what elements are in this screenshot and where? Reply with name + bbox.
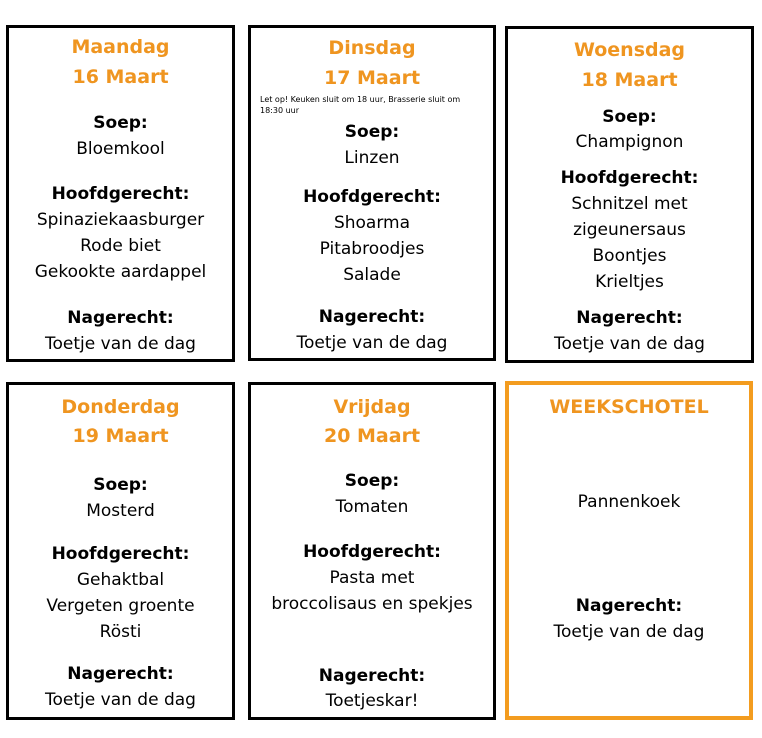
menu-card-woensdag [505, 26, 754, 363]
dessert-label: Nagerecht: [67, 308, 174, 328]
day-date: 16 Maart [72, 66, 169, 88]
main-item: Shoarma [333, 213, 411, 233]
day-name: Maandag [71, 36, 170, 58]
dessert-value: Toetje van de dag [45, 690, 196, 710]
main-item: Krieltjes [595, 272, 664, 292]
soup-label: Soep: [93, 475, 148, 495]
dessert-value: Toetjeskar! [325, 691, 419, 711]
menu-card-dinsdag [248, 25, 496, 361]
main-item: Salade [343, 265, 401, 285]
soup-value: Bloemkool [76, 139, 165, 159]
main-label: Hoofdgerecht: [303, 187, 441, 207]
day-name: Vrijdag [333, 396, 411, 418]
main-item: Spinaziekaasburger [36, 210, 205, 230]
dessert-label: Nagerecht: [67, 664, 174, 684]
soup-label: Soep: [602, 107, 657, 127]
dessert-label: Nagerecht: [576, 308, 683, 328]
soup-value: Linzen [344, 148, 400, 168]
main-label: Hoofdgerecht: [560, 168, 699, 188]
dessert-label: Nagerecht: [575, 596, 683, 616]
main-item: Gehaktbal [76, 570, 165, 590]
day-date: 17 Maart [323, 67, 421, 89]
soup-label: Soep: [344, 122, 400, 142]
dessert-value: Toetje van de dag [554, 334, 705, 354]
day-date: 19 Maart [72, 425, 169, 447]
day-date: 20 Maart [323, 425, 421, 447]
day-name: Donderdag [61, 396, 180, 418]
main-item: Pitabroodjes [319, 239, 425, 259]
dessert-value: Toetje van de dag [296, 333, 448, 353]
soup-value: Mosterd [86, 501, 155, 521]
main-label: Hoofdgerecht: [303, 542, 441, 562]
day-date: 18 Maart [581, 69, 678, 91]
main-item: Schnitzel met [571, 194, 688, 214]
day-name: Woensdag [573, 39, 686, 61]
weekschotel-dish: Pannenkoek [577, 492, 681, 512]
main-item: Vergeten groente [46, 596, 195, 616]
main-item: broccolisaus en spekjes [271, 594, 473, 614]
soup-label: Soep: [93, 113, 148, 133]
main-label: Hoofdgerecht: [51, 184, 190, 204]
dessert-label: Nagerecht: [318, 666, 426, 686]
closing-note: Let op! Keuken sluit om 18 uur, Brasserie sluit om 18:30 uur [260, 95, 461, 115]
main-item: Gekookte aardappel [34, 262, 207, 282]
soup-value: Tomaten [335, 497, 409, 517]
menu-card-vrijdag [248, 382, 496, 720]
dessert-value: Toetje van de dag [45, 334, 196, 354]
soup-label: Soep: [344, 471, 400, 491]
weekschotel-title: WEEKSCHOTEL [549, 396, 709, 418]
main-item: zigeunersaus [573, 220, 686, 240]
weekschotel-card [505, 381, 753, 720]
day-name: Dinsdag [328, 37, 416, 59]
main-item: Pasta met [329, 568, 415, 588]
main-item: Boontjes [592, 246, 667, 266]
dessert-value: Toetje van de dag [553, 622, 705, 642]
soup-value: Champignon [575, 132, 684, 152]
menu-card-maandag [6, 25, 235, 362]
main-item: Rode biet [80, 236, 161, 256]
dessert-label: Nagerecht: [318, 307, 426, 327]
menu-card-donderdag [6, 382, 235, 720]
main-item: Rösti [99, 622, 142, 642]
main-label: Hoofdgerecht: [51, 544, 190, 564]
